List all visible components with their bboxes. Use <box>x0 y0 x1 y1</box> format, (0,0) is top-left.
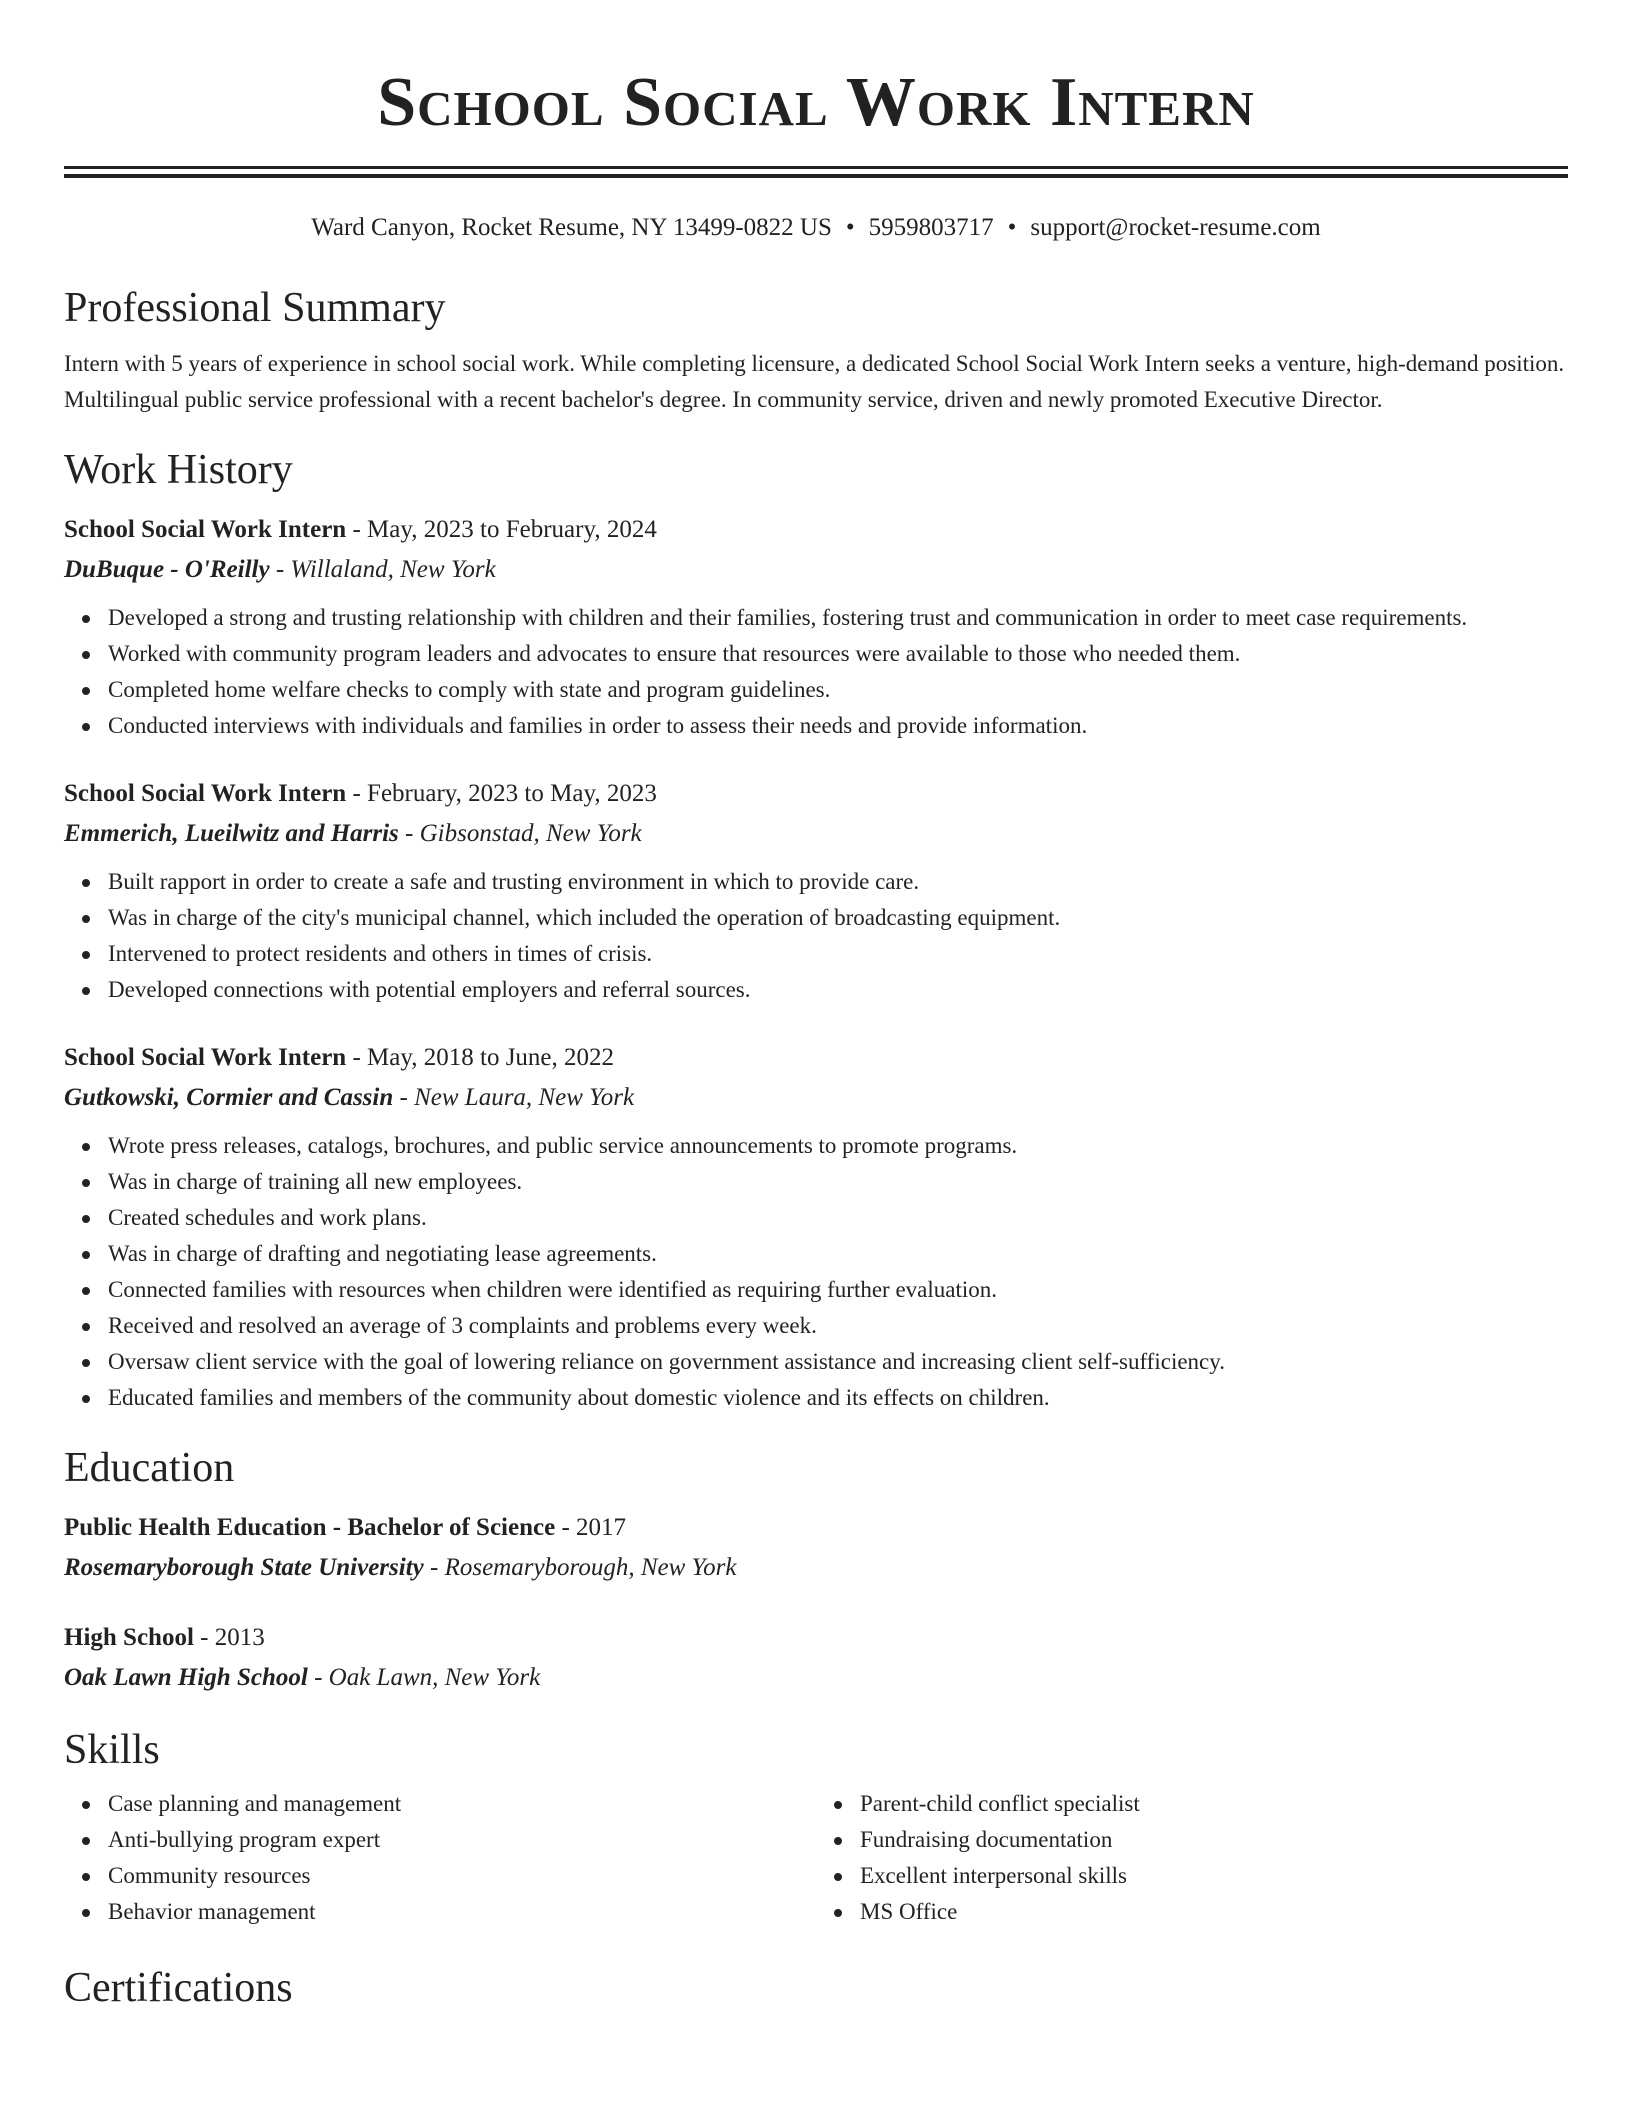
summary-heading: Professional Summary <box>64 285 446 331</box>
education-degree: High School <box>64 1624 194 1651</box>
job-bullet: Was in charge of the city's municipal channel, which included the operation of broadcasting equipment. <box>108 900 1568 936</box>
job-bullet: Intervened to protect residents and others in times of crisis. <box>108 936 1568 972</box>
resume-page <box>64 0 1568 2014</box>
contact-email: support@rocket-resume.com <box>1030 214 1321 241</box>
skill-item: Case planning and management <box>108 1786 816 1822</box>
education-year: - 2013 <box>193 1624 265 1651</box>
job-dates: - February, 2023 to May, 2023 <box>346 780 657 807</box>
education-degree: Public Health Education - Bachelor of Science <box>64 1514 556 1541</box>
header-divider-thin <box>64 174 1568 178</box>
job-dates: - May, 2023 to February, 2024 <box>346 516 657 543</box>
job-bullet: Developed connections with potential employers and referral sources. <box>108 972 1568 1008</box>
job-role: School Social Work Intern <box>64 516 347 543</box>
skill-item: Fundraising documentation <box>860 1822 1568 1858</box>
skill-item: Parent-child conflict specialist <box>860 1786 1568 1822</box>
job-bullet: Worked with community program leaders and advocates to ensure that resources were available to those who needed them. <box>108 636 1568 672</box>
job-company-line <box>64 1078 1568 1118</box>
education-degree-line <box>64 1508 1568 1548</box>
skill-item: Community resources <box>108 1858 816 1894</box>
education-entry <box>64 1618 1568 1698</box>
job-bullets <box>64 1128 1568 1416</box>
job-role: School Social Work Intern <box>64 780 347 807</box>
job-bullet: Built rapport in order to create a safe and trusting environment in which to provide care. <box>108 864 1568 900</box>
job-company-line <box>64 550 1568 590</box>
job-title-line <box>64 510 1568 550</box>
job-dates: - May, 2018 to June, 2022 <box>346 1044 615 1071</box>
education-entry <box>64 1508 1568 1588</box>
job-bullets <box>64 600 1568 744</box>
contact-line <box>64 212 1568 244</box>
job-company-line <box>64 814 1568 854</box>
job-location: - Gibsonstad, New York <box>398 820 642 847</box>
job-title-line <box>64 1038 1568 1078</box>
job-bullet: Completed home welfare checks to comply with state and program guidelines. <box>108 672 1568 708</box>
education-year: - 2017 <box>555 1514 627 1541</box>
job-role: School Social Work Intern <box>64 1044 347 1071</box>
skills-column-right <box>816 1786 1568 1930</box>
skill-item: Excellent interpersonal skills <box>860 1858 1568 1894</box>
contact-phone: 5959803717 <box>868 214 994 241</box>
contact-address: Ward Canyon, Rocket Resume, NY 13499-0822 US <box>311 214 832 241</box>
job-bullet: Conducted interviews with individuals and families in order to assess their needs and provide information. <box>108 708 1568 744</box>
job-title-line <box>64 774 1568 814</box>
certifications-heading: Certifications <box>64 1965 293 2011</box>
job-company: Emmerich, Lueilwitz and Harris <box>64 820 399 847</box>
job-bullet: Educated families and members of the community about domestic violence and its effects on children. <box>108 1380 1568 1416</box>
job-location: - Willaland, New York <box>269 556 496 583</box>
job-bullet: Created schedules and work plans. <box>108 1200 1568 1236</box>
skill-item: MS Office <box>860 1894 1568 1930</box>
skills-grid <box>64 1786 1568 1930</box>
job-entry <box>64 774 1568 1008</box>
contact-separator: • <box>845 214 855 241</box>
job-entry <box>64 1038 1568 1416</box>
job-bullet: Was in charge of drafting and negotiating lease agreements. <box>108 1236 1568 1272</box>
education-school: Rosemaryborough State University <box>64 1554 424 1581</box>
job-bullet: Developed a strong and trusting relationship with children and their families, fostering trust and communication in order to meet case requirements. <box>108 600 1568 636</box>
job-bullet: Was in charge of training all new employees. <box>108 1164 1568 1200</box>
job-location: - New Laura, New York <box>393 1084 635 1111</box>
summary-text: Intern with 5 years of experience in school social work. While completing licensure, a dedicated School Social Work Intern seeks a venture, high-demand position. Multilingual public service professional with a recent bachelor's degree. In community service, driven and newly promoted Executive Director. <box>64 351 1565 412</box>
job-bullet: Received and resolved an average of 3 complaints and problems every week. <box>108 1308 1568 1344</box>
skills-column-left <box>64 1786 816 1930</box>
candidate-name: School Social Work Intern <box>377 64 1255 141</box>
skill-item: Behavior management <box>108 1894 816 1930</box>
education-degree-line <box>64 1618 1568 1658</box>
education-school: Oak Lawn High School <box>64 1664 308 1691</box>
education-school-line <box>64 1548 1568 1588</box>
education-location: - Oak Lawn, New York <box>307 1664 541 1691</box>
header-divider-thick <box>64 166 1568 169</box>
job-company: Gutkowski, Cormier and Cassin <box>64 1084 394 1111</box>
skill-item: Anti-bullying program expert <box>108 1822 816 1858</box>
job-bullets <box>64 864 1568 1008</box>
education-heading: Education <box>64 1445 235 1491</box>
job-bullet: Wrote press releases, catalogs, brochures, and public service announcements to promote programs. <box>108 1128 1568 1164</box>
work-history-heading: Work History <box>64 447 293 493</box>
job-bullet: Connected families with resources when children were identified as requiring further evaluation. <box>108 1272 1568 1308</box>
job-entry <box>64 510 1568 744</box>
education-school-line <box>64 1658 1568 1698</box>
job-company: DuBuque - O'Reilly <box>64 556 270 583</box>
job-bullet: Oversaw client service with the goal of lowering reliance on government assistance and increasing client self-sufficiency. <box>108 1344 1568 1380</box>
skills-heading: Skills <box>64 1727 160 1773</box>
education-location: - Rosemaryborough, New York <box>423 1554 737 1581</box>
contact-separator: • <box>1007 214 1017 241</box>
